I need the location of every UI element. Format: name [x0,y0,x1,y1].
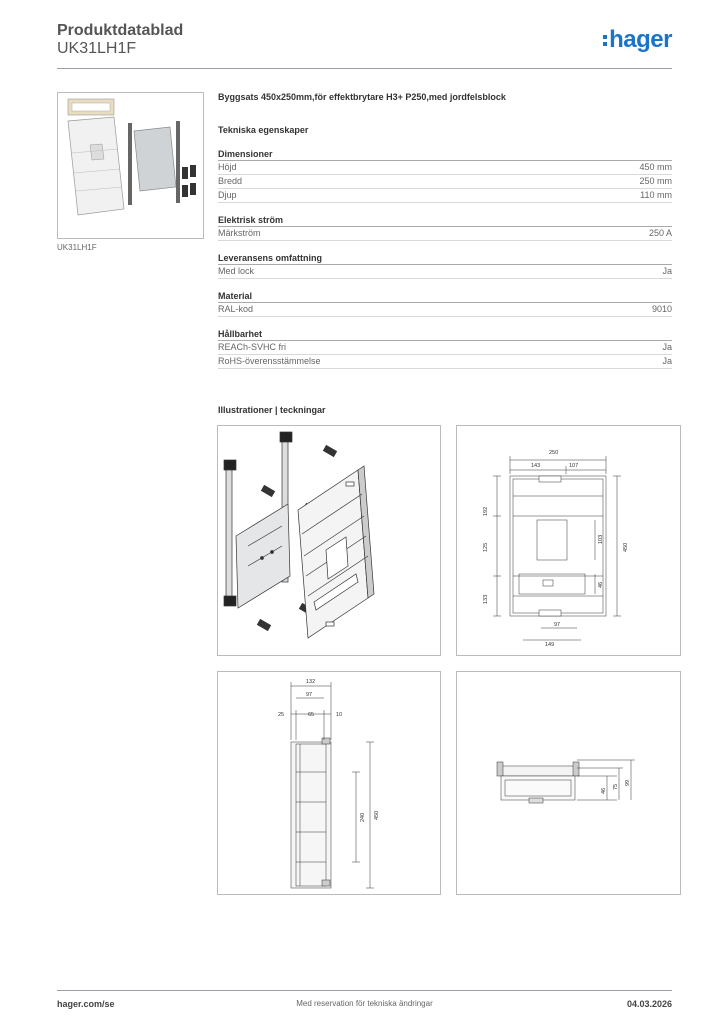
spec-label: Höjd [218,162,237,172]
spec-value: 450 mm [639,162,672,172]
dim-width-base: 149 [545,642,555,648]
spec-value: Ja [662,342,672,352]
dim-height-bottom: 133 [483,594,489,604]
dim-height-inner: 103 [598,534,604,544]
spec-group-title: Material [218,291,672,303]
illustration-side-dimensions [217,671,441,895]
spec-group-title: Elektrisk ström [218,215,672,227]
logo-text: hager [609,26,672,53]
dim-height-mid: 125 [483,542,489,552]
dim-height-total: 450 [623,542,629,552]
product-details [218,92,672,381]
spec-row [218,227,672,241]
tech-heading: Tekniska egenskaper [218,125,309,135]
dim-side-b: 65 [308,712,315,718]
spec-value: 250 A [648,228,672,238]
spec-row [218,161,672,175]
document-type: Produktdatablad [57,22,184,39]
spec-label: Med lock [218,266,255,276]
page-header [57,20,672,69]
spec-group-electrical [218,215,672,241]
spec-label: Bredd [218,176,243,186]
dim-side-inner-height: 240 [360,812,366,822]
footer-date: 04.03.2026 [626,999,672,1009]
spec-group-sustainability [218,329,672,369]
product-title: Byggsats 450x250mm,för effektbrytare H3+ P250,med jordfelsblock [218,92,506,102]
spec-label: Djup [218,190,237,200]
product-kit-image [58,93,203,238]
spec-group-delivery [218,253,672,279]
spec-value: 250 mm [639,176,672,186]
footer-website[interactable]: hager.com/se [57,999,115,1009]
dim-side-mid: 97 [306,692,313,698]
dim-side-a: 25 [278,712,285,718]
spec-value: Ja [662,356,672,366]
side-dimension-drawing [218,672,440,894]
product-code: UK31LH1F [57,40,137,57]
dim-height-small: 46 [598,581,604,588]
dim-bottom-b: 75 [613,783,619,790]
spec-group-title: Dimensioner [218,149,672,161]
spec-label: Märkström [218,228,261,238]
illustrations-heading: Illustrationer | teckningar [218,405,326,415]
spec-value: 9010 [651,304,672,314]
spec-group-dimensions [218,149,672,203]
spec-row [218,265,672,279]
dim-width-left: 143 [531,463,541,469]
dim-side-total-height: 450 [374,810,380,820]
logo-dots-icon [603,32,607,49]
dim-width-right: 107 [569,463,579,469]
bottom-dimension-drawing [457,672,680,894]
spec-label: REACh-SVHC fri [218,342,287,352]
spec-row [218,175,672,189]
spec-group-title: Hållbarhet [218,329,672,341]
illustration-exploded-view [217,425,441,656]
spec-group-material [218,291,672,317]
front-dimension-drawing [457,426,680,655]
page-footer [57,990,672,1015]
dim-bottom-a: 46 [601,787,607,794]
dim-side-c: 10 [336,712,343,718]
spec-value: Ja [662,266,672,276]
dim-bottom-c: 99 [625,779,631,786]
thumbnail-caption: UK31LH1F [57,243,97,252]
dim-width-total: 250 [549,450,559,456]
spec-value: 110 mm [640,190,672,200]
dim-side-top: 132 [306,679,316,685]
footer-notice: Med reservation för tekniska ändringar [296,999,433,1008]
illustration-bottom-dimensions [456,671,681,895]
spec-row [218,189,672,203]
product-thumbnail [57,92,204,239]
spec-label: RAL-kod [218,304,254,314]
spec-row [218,341,672,355]
illustration-front-dimensions [456,425,681,656]
hager-logo [603,26,672,54]
spec-label: RoHS-överensstämmelse [218,356,321,366]
spec-row [218,303,672,317]
dim-height-top: 192 [483,506,489,516]
spec-group-title: Leveransens omfattning [218,253,672,265]
exploded-view-drawing [218,426,440,655]
dim-width-inner: 97 [554,622,561,628]
spec-row [218,355,672,369]
